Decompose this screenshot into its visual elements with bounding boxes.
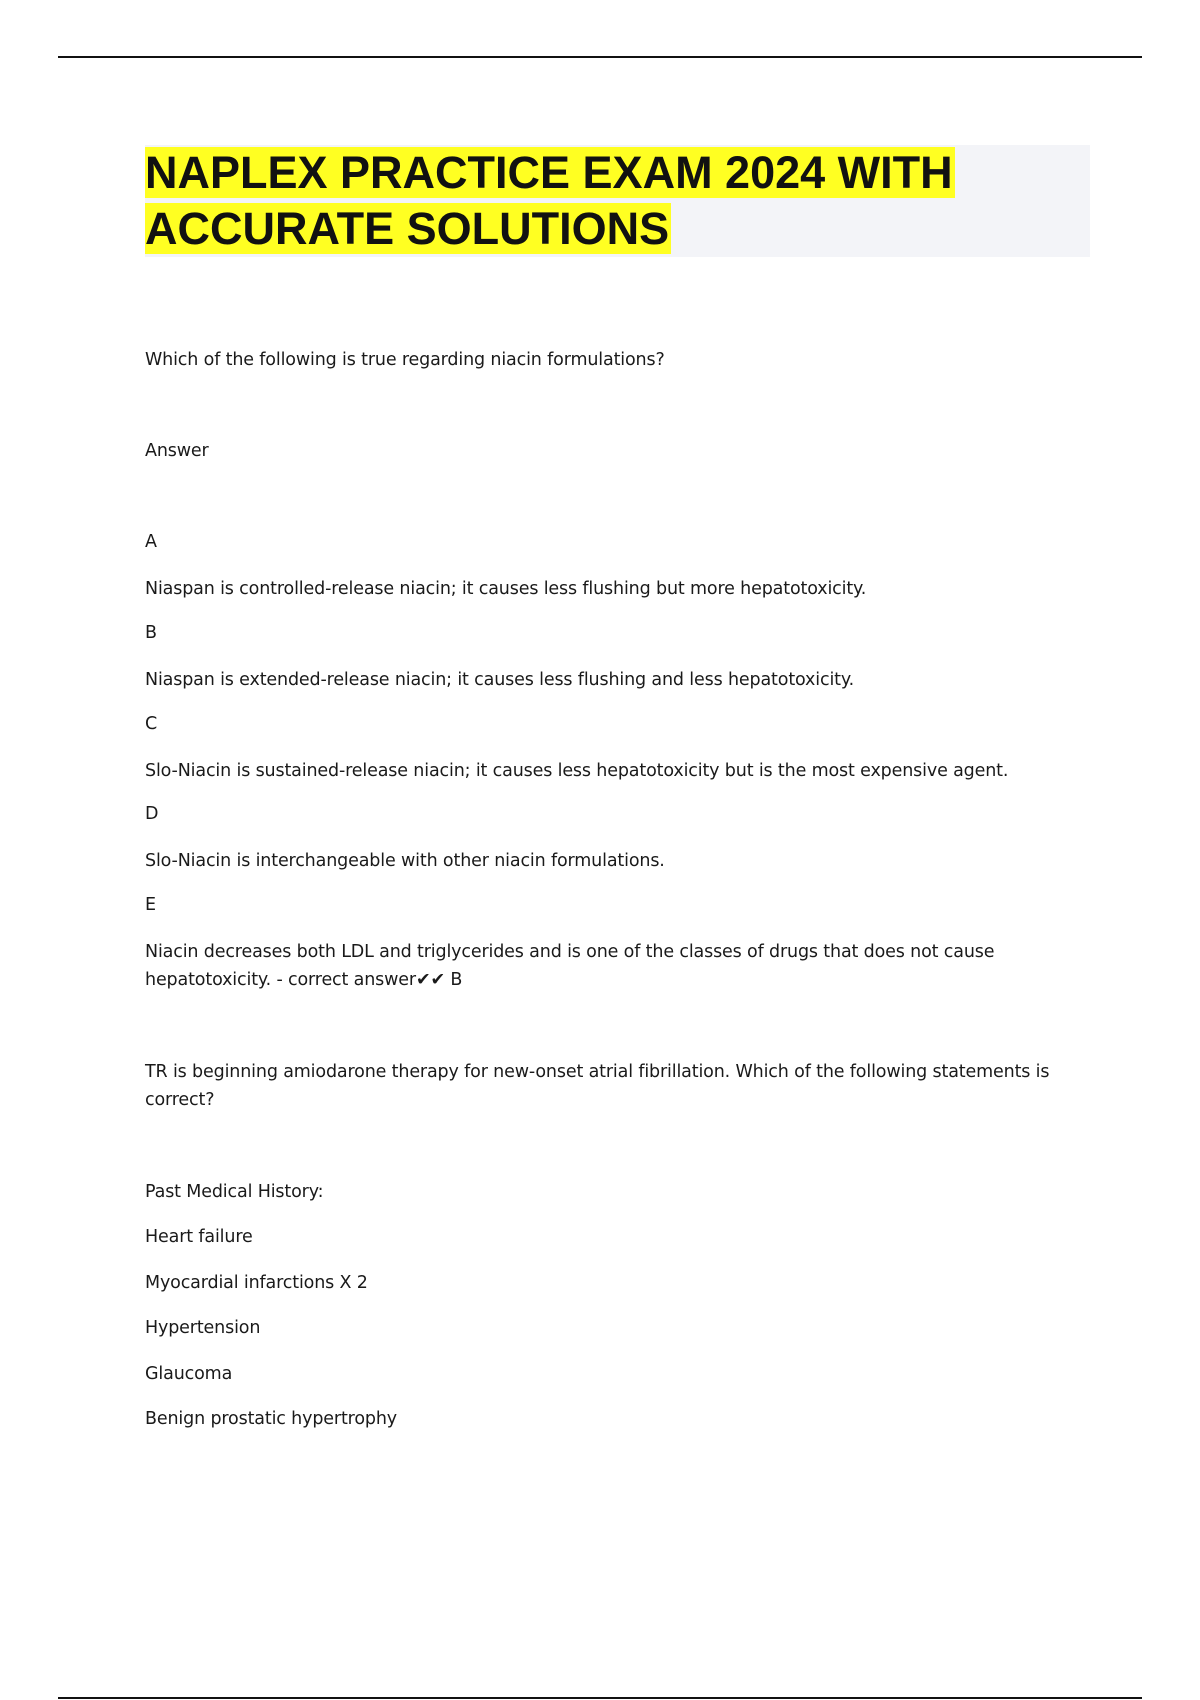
history-item: Myocardial infarctions X 2	[145, 1273, 368, 1293]
question-2-text: TR is beginning amiodarone therapy for new-onset atrial fibrillation. Which of the following statements is correct?	[145, 1062, 1050, 1110]
option-letter-a: A	[145, 532, 157, 552]
document-title-line-1: NAPLEX PRACTICE EXAM 2024 WITH	[145, 147, 953, 198]
history-label: Past Medical History:	[145, 1182, 324, 1202]
question-1-text: Which of the following is true regarding niacin formulations?	[145, 350, 665, 370]
option-letter-b: B	[145, 623, 157, 643]
option-text-c: Slo-Niacin is sustained-release niacin; it causes less hepatotoxicity but is the most expensive agent.	[145, 761, 1009, 781]
option-text-a: Niaspan is controlled-release niacin; it causes less flushing but more hepatotoxicity.	[145, 579, 867, 599]
top-rule	[58, 56, 1142, 58]
history-item: Hypertension	[145, 1318, 261, 1338]
option-text-b: Niaspan is extended-release niacin; it causes less flushing and less hepatotoxicity.	[145, 670, 854, 690]
history-item: Glaucoma	[145, 1364, 233, 1384]
option-text-e-with-answer: Niacin decreases both LDL and triglycerides and is one of the classes of drugs that does not cause hepatotoxicity. - correct answer✔✔ B	[145, 942, 995, 990]
option-letter-c: C	[145, 714, 158, 734]
history-item: Benign prostatic hypertrophy	[145, 1409, 397, 1429]
option-letter-e: E	[145, 895, 156, 915]
option-text-d: Slo-Niacin is interchangeable with other niacin formulations.	[145, 851, 665, 871]
bottom-rule	[58, 1697, 1142, 1699]
history-item: Heart failure	[145, 1227, 253, 1247]
option-letter-d: D	[145, 804, 159, 824]
document-title-line-2: ACCURATE SOLUTIONS	[145, 203, 670, 254]
answer-label: Answer	[145, 441, 209, 461]
